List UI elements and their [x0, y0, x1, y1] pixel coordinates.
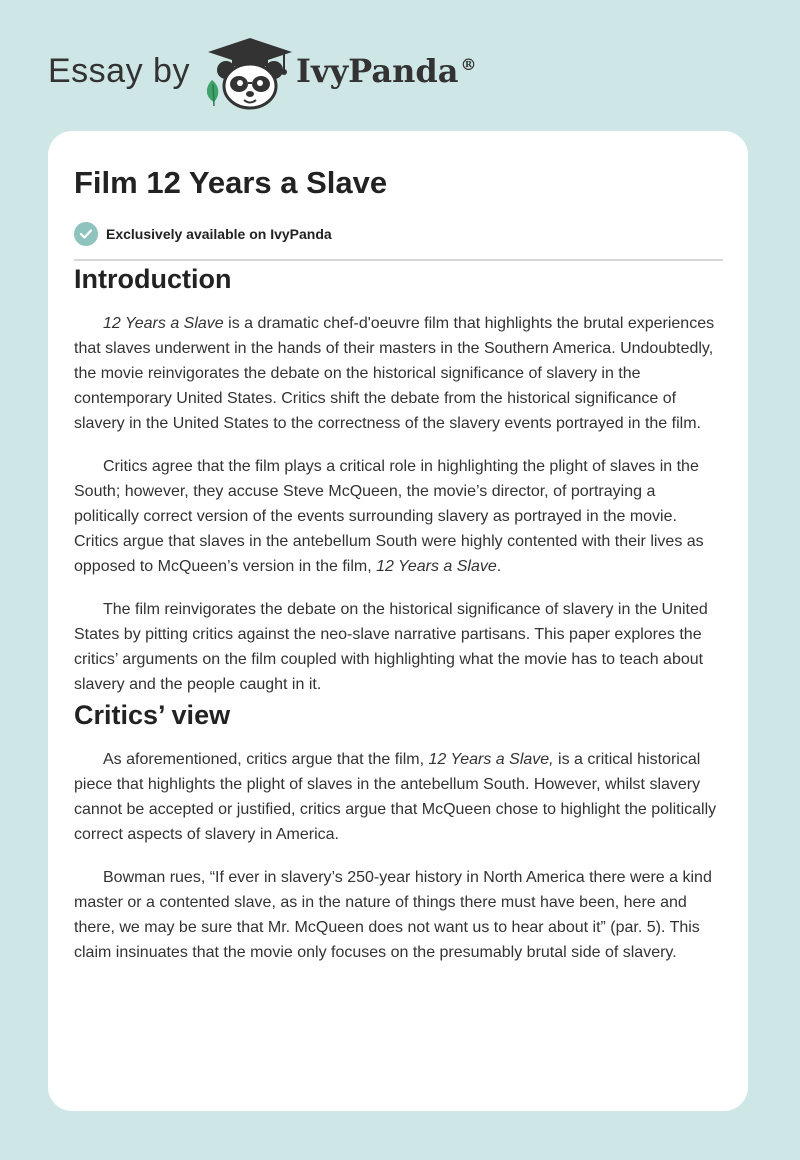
- panda-logo-icon[interactable]: [202, 36, 298, 110]
- paragraph-text: Critics agree that the film plays a critical role in highlighting the plight of slaves in the South; however, they accuse Steve McQueen, the movie’s director, of portraying a politically correct version of the events surrounding slavery as portrayed in the movie. Critics argue that slaves in the antebellum South were highly contented with their lives as opposed to McQueen’s version in the film,: [74, 458, 704, 575]
- essay-content: [74, 161, 723, 965]
- paragraph: [74, 747, 723, 847]
- exclusive-badge: [74, 221, 723, 247]
- essay-card: [48, 131, 748, 1111]
- paragraph-text: is a dramatic chef-d'oeuvre film that highlights the brutal experiences that slaves underwent in the hands of their masters in the Southern America. Undoubtedly, the movie reinvigorates the debate on the historical significance of slavery in the contemporary United States. Critics shift the debate from the historical significance of slavery in the United States to the correctness of the slavery events portrayed in the film.: [74, 315, 715, 432]
- brand-name[interactable]: [296, 52, 476, 90]
- film-title-italic: 12 Years a Slave: [376, 558, 497, 575]
- film-title-italic: 12 Years a Slave,: [428, 751, 554, 768]
- paragraph: [74, 311, 723, 436]
- brand-text: IvyPanda: [296, 52, 459, 90]
- paragraph: [74, 454, 723, 579]
- paragraph-text: Bowman rues, “If ever in slavery’s 250-year history in North America there were a kind master or a contented slave, as in the nature of things there must have been, here and there, we may be sure that Mr. McQueen does not want us to hear about it” (par. 5). This claim insinuates that the movie only focuses on the presumably brutal side of slavery.: [74, 869, 712, 961]
- paragraph-text: The film reinvigorates the debate on the historical significance of slavery in the United States by pitting critics against the neo-slave narrative partisans. This paper explores the critics’ arguments on the film coupled with highlighting what the movie has to teach about slavery and the people caught in it.: [74, 601, 708, 693]
- page-title: Film 12 Years a Slave: [74, 165, 388, 200]
- section-heading-introduction: Introduction: [74, 264, 232, 294]
- check-circle-icon: [74, 222, 98, 246]
- registered-mark: ®: [460, 55, 477, 75]
- film-title-italic: 12 Years a Slave: [103, 315, 224, 332]
- paragraph-text: As aforementioned, critics argue that the film,: [103, 751, 429, 768]
- paragraph-text-continued: is a critical historical piece that highlights the plight of slaves in the antebellum South. However, whilst slavery cannot be accepted or justified, critics argue that McQueen chose to highlight the politically correct aspects of slavery in America.: [74, 751, 717, 843]
- paragraph-tail: .: [496, 558, 502, 575]
- site-header: [0, 0, 800, 130]
- section-heading-critics-view: Critics’ view: [74, 700, 231, 730]
- paragraph: [74, 597, 723, 697]
- essay-by-label: Essay by: [48, 52, 190, 90]
- paragraph: [74, 865, 723, 965]
- badge-text: Exclusively available on IvyPanda: [106, 226, 332, 242]
